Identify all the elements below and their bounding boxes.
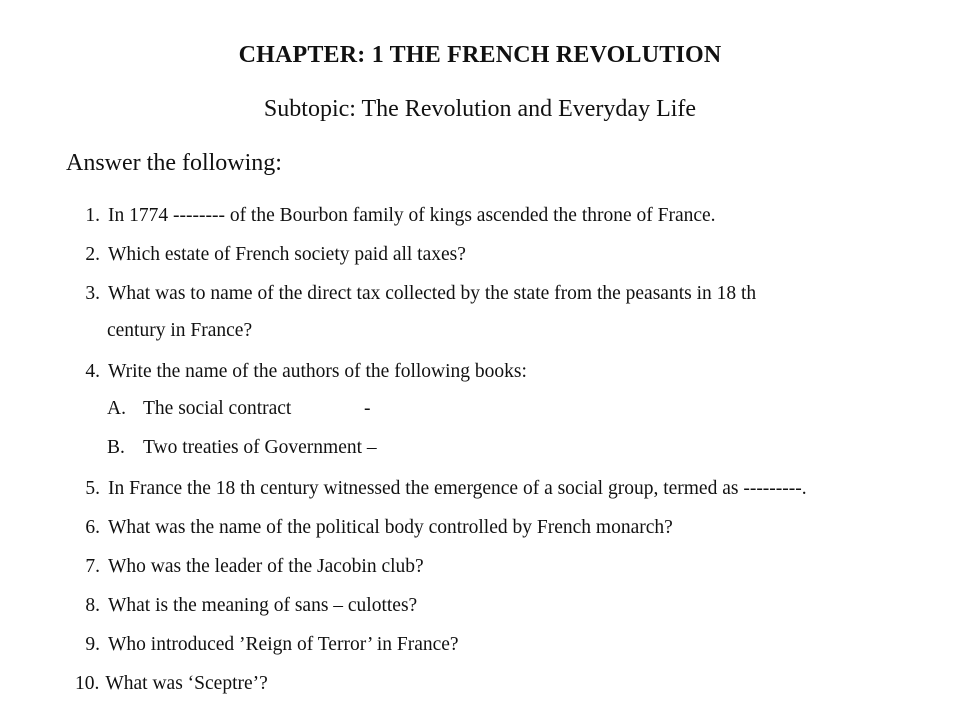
subtopic-heading: Subtopic: The Revolution and Everyday Life [263,96,697,122]
sub-item-letter: B. [107,437,125,458]
question-number: 10. [75,673,100,694]
question-item [66,518,673,538]
sub-item-dash: - [364,398,371,419]
question-number: 3. [85,283,100,304]
question-text: Write the name of the authors of the following books: [108,361,527,382]
question-text: Who introduced ’Reign of Terror’ in France? [108,634,459,655]
sub-item [107,398,371,420]
question-text: Which estate of French society paid all taxes? [108,244,466,265]
question-item [66,245,466,265]
question-number: 2. [85,244,100,265]
question-number: 4. [85,361,100,382]
sub-item-letter: A. [107,398,126,419]
question-item [66,284,756,304]
question-number: 9. [85,634,100,655]
question-text: In 1774 -------- of the Bourbon family of kings ascended the throne of France. [108,205,716,226]
question-number: 7. [85,556,100,577]
sub-item-text: The social contract [143,398,292,419]
question-text: What is the meaning of sans – culottes? [108,595,418,616]
question-number: 6. [85,517,100,538]
question-item [66,557,424,577]
question-item [66,206,716,226]
question-continuation: century in France? [107,320,253,341]
question-text: What was the name of the political body controlled by French monarch? [108,517,673,538]
question-text: Who was the leader of the Jacobin club? [108,556,424,577]
chapter-title: CHAPTER: 1 THE FRENCH REVOLUTION [238,42,722,68]
question-text: What was to name of the direct tax collected by the state from the peasants in 18 th [108,283,757,304]
sub-item-text: Two treaties of Government – [143,437,377,458]
question-item [75,674,268,694]
question-item [66,362,527,382]
question-item [66,596,417,616]
instruction-text: Answer the following: [66,150,282,176]
sub-item [107,437,377,459]
question-item [66,635,459,655]
question-item [66,479,807,499]
question-number: 8. [85,595,100,616]
question-text: In France the 18 th century witnessed the emergence of a social group, termed as ---------. [108,478,807,499]
question-number: 1. [85,205,100,226]
question-text: What was ‘Sceptre’? [105,673,268,694]
question-number: 5. [85,478,100,499]
